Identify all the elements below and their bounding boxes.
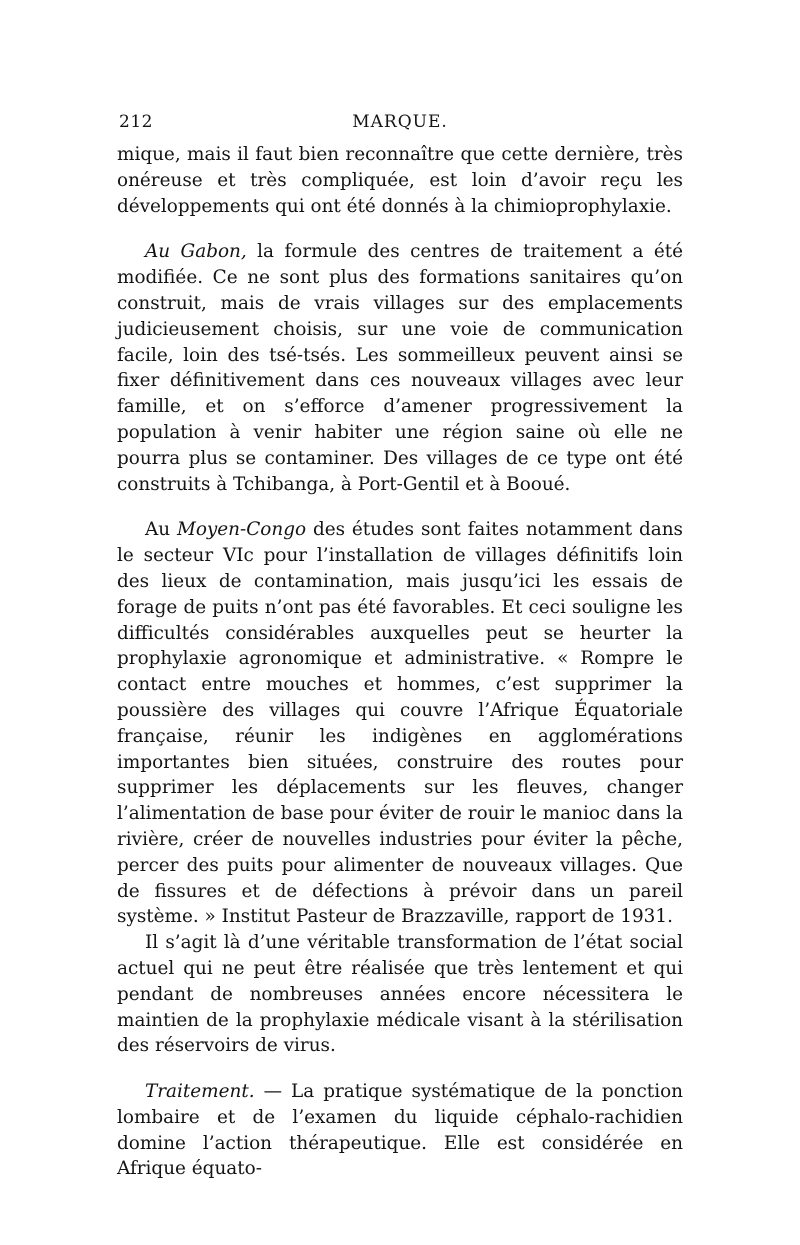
- paragraph-transformation: [117, 930, 683, 1059]
- paragraph-traitement: [117, 1079, 683, 1182]
- running-title: MARQUE.: [352, 112, 448, 132]
- paragraph-text: mique, mais il faut bien reconnaître que cette dernière, très onéreuse et très compliquée, est loin d’avoir reçu les développements qui ont été donnés à la chimioprophylaxie.: [117, 144, 683, 217]
- paragraph-text: Il s’agit là d’une véritable transformation de l’état social actuel qui ne peut être réalisée que très lentement et qui pendant de nombreuses années encore nécessitera le maintien de la prophylaxie médicale visant à la stérilisation des réservoirs de virus.: [117, 932, 683, 1057]
- paragraph-continuation: [117, 142, 683, 219]
- paragraph-text: la formule des centres de traitement a été modifiée. Ce ne sont plus des formations sanitaires qu’on construit, mais de vrais villages sur des emplacements judicieusement choisis, sur une voie de communication facile, loin des tsé-tsés. Les sommeilleux peuvent ainsi se fixer définitivement dans ces nouveaux villages avec leur famille, et on s’efforce d’amener progressivement la population à venir habiter une région saine où elle ne pourra plus se contaminer. Des villages de ce type ont été construits à Tchibanga, à Port-Gentil et à Booué.: [117, 241, 683, 495]
- running-head: [117, 112, 683, 142]
- paragraph-lead: Au: [145, 519, 177, 541]
- paragraph-gabon: [117, 239, 683, 497]
- paragraph-text: des études sont faites notamment dans le secteur VIc pour l’installation de villages définitifs loin des lieux de contamination, mais jusqu’ici les essais de forage de puits n’ont pas été favorables. Et ceci souligne les difficultés considérables auxquelles peut se heurter la prophylaxie agronomique et administrative. « Rompre le contact entre mouches et hommes, c’est supprimer la poussière des villages qui couvre l’Afrique Équatoriale française, réunir les indigènes en agglomérations importantes bien situées, construire des routes pour supprimer les déplacements sur les fleuves, changer l’alimentation de base pour éviter de rouir le manioc dans la rivière, créer de nouvelles industries pour éviter la pêche, percer des puits pour alimenter de nouveaux villages. Que de fissures et de défections à prévoir dans un pareil système. » Institut Pasteur de Brazzaville, rapport de 1931.: [117, 519, 683, 928]
- paragraph-moyen-congo: [117, 517, 683, 930]
- paragraph-lead-italic: Au Gabon,: [145, 241, 247, 263]
- paragraph-text: — La pratique systématique de la ponction lombaire et de l’examen du liquide céphalo-rachidien domine l’action thérapeutique. Elle est considérée en Afrique équato-: [117, 1081, 683, 1180]
- page-number: 212: [119, 112, 153, 132]
- book-page: [117, 112, 683, 1182]
- paragraph-lead-italic: Traitement.: [145, 1081, 255, 1103]
- paragraph-lead-italic: Moyen-Congo: [177, 519, 307, 541]
